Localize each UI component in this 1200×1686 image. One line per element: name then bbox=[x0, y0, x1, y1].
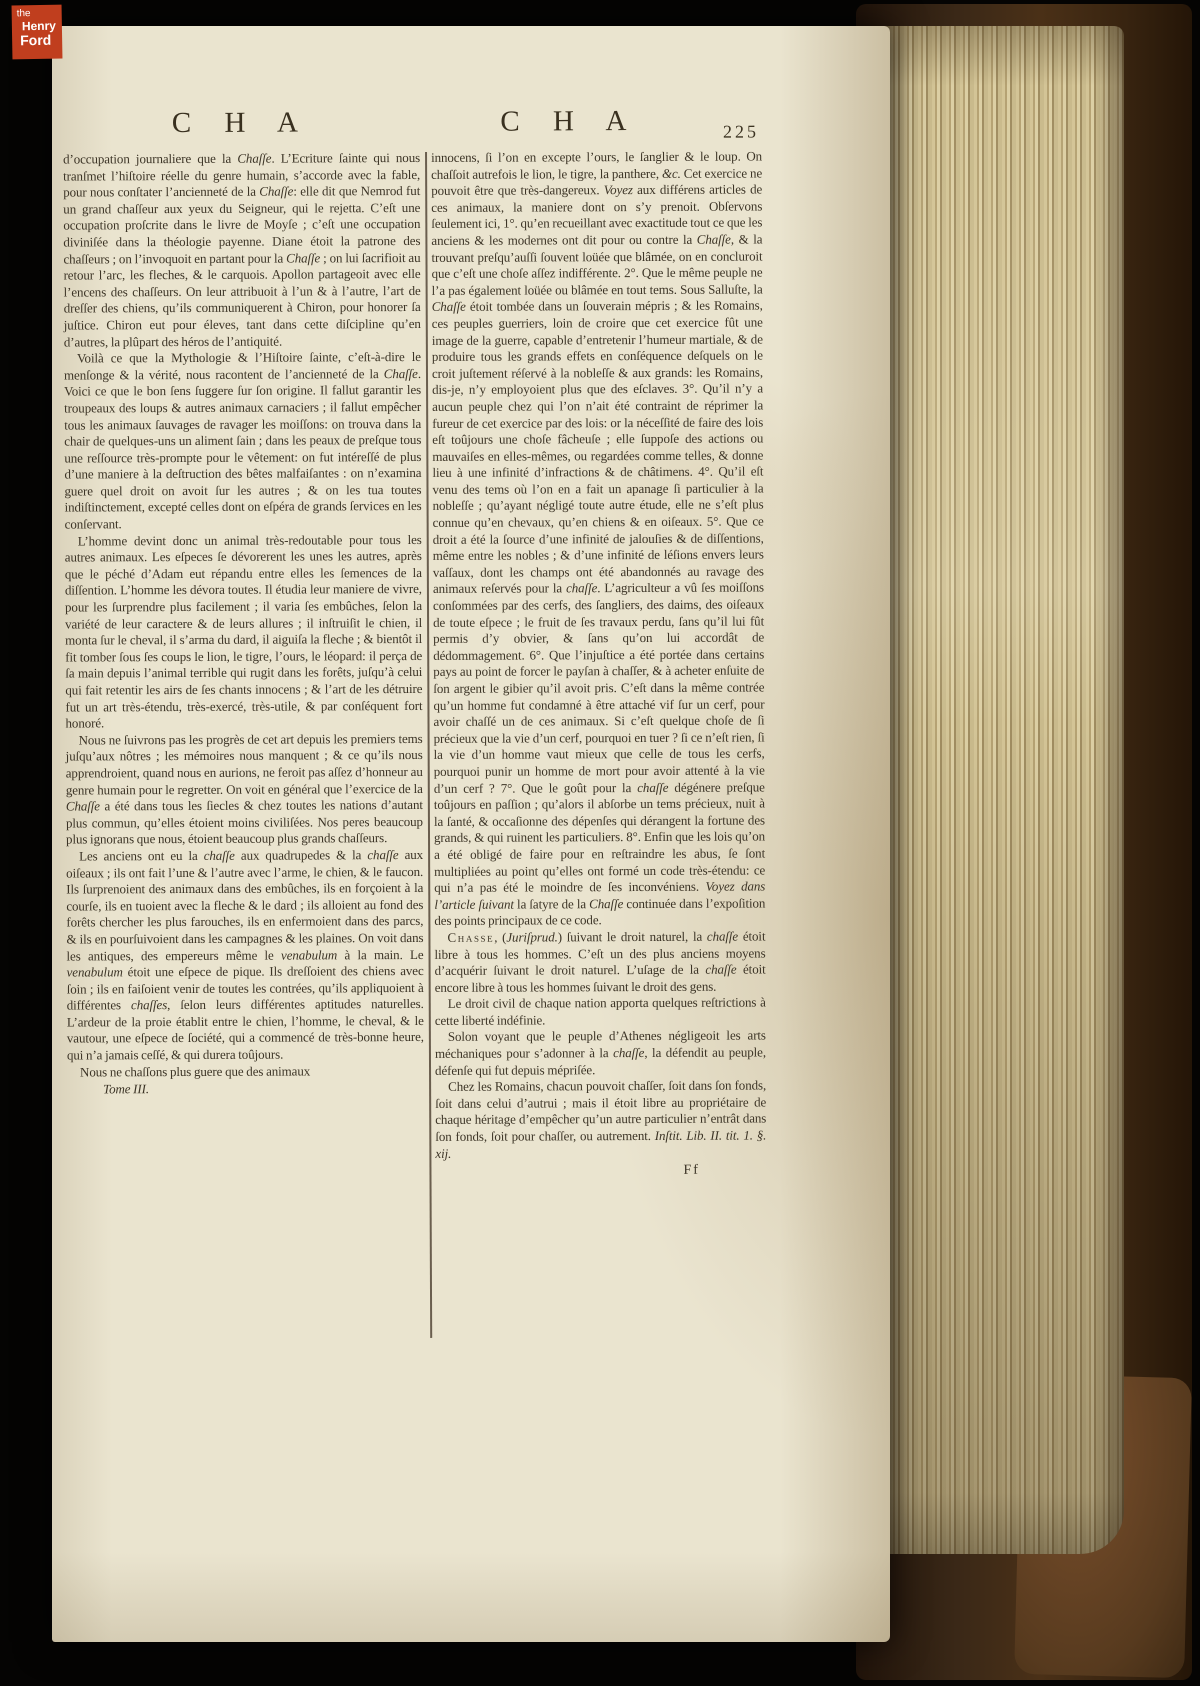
paragraph: Nous ne ſuivrons pas les progrès de cet art depuis les premiers tems juſqu’aux nôtres ; les mémoires nous manquent ; & ce qu’ils nous apprendroient, quand nous en aurions, ne feroit pas aſſez d’honneur au genre humain pour le regretter. On voit en général que l’exercice de la Chaſſe a été dans tous les ſiecles & chez toutes les nations d’autant plus commun, qu’elles étoient moins civiliſées. Nos peres beaucoup plus ignorans que nous, étoient beaucoup plus grands chaſſeurs. bbox=[65, 730, 423, 847]
page-number: 225 bbox=[722, 121, 759, 142]
right-column bbox=[431, 148, 766, 1180]
paragraph: d’occupation journaliere que la Chaſſe. L’Ecriture ſainte qui nous tranſmet l’hiſtoire réelle du genre humain, s’accorde avec la fable, pour nous conſtater l’ancienneté de la Chaſſe: elle dit que Nemrod fut un grand chaſſeur aux yeux du Seigneur, qui le rejetta. C’eſt une occupation proſcrite dans le livre de Moyſe ; c’eſt une occupation diviniſée dans la théologie payenne. Diane étoit la patrone des chaſſeurs ; on l’invoquoit en partant pour la Chaſſe ; on lui ſacrifioit au retour l’arc, les fleches, & le carquois. Apollon partageoit avec elle l’encens des chaſſeurs. On leur attribuoit à l’un & à l’autre, l’art de dreſſer des chiens, qu’ils communiquerent à Chiron, pour honorer ſa juſtice. Chiron eut pour éleves, tant dans cette diſcipline qu’en d’autres, la plûpart des héros de l’antiquité. bbox=[63, 149, 421, 350]
page-content bbox=[62, 24, 769, 1643]
paragraph: Solon voyant que le peuple d’Athenes négligeoit les arts méchaniques pour s’adonner à la chaſſe, la défendit au peuple, défenſe qui fut depuis mépriſée. bbox=[434, 1027, 767, 1078]
paragraph: innocens, ſi l’on en excepte l’ours, le ſanglier & le loup. On chaſſoit autrefois le lion, le tigre, la panthere, &c. Cet exercice ne pouvoit être que très-dangereux. Voyez aux différens articles de ces animaux, la maniere dont on s’y prenoit. Obſervons ſeulement ici, 1°. qu’en recueillant avec exactitude tout ce que les anciens & les modernes ont dit pour ou contre la Chaſſe, & la trouvant preſqu’auſſi ſouvent loüée que blâmée, on en concluroit que c’eſt une choſe aſſez indifférente. 2°. Que le même peuple ne l’a pas également loüée ou blâmée en tout tems. Sous Salluſte, la Chaſſe étoit tombée dans un ſouverain mépris ; & les Romains, ces peuples guerriers, loin de croire que cet exercice fût une image de la guerre, capable d’entretenir l’humeur martiale, & de produire tous les grands effets en conſéquence deſquels on le croit juſtement réſervé à la nobleſſe & aux grands: les Romains, dis-je, n’y employoient plus que des eſclaves. 3°. Qu’il n’y a aucun peuple chez qui l’on n’ait été contraint de réprimer la fureur de cet exercice par des lois: or la néceſſité de faire des lois eſt toûjours une choſe fâcheuſe ; elle ſuppoſe des actions ou mauvaiſes en elles-mêmes, ou regardées comme telles, & donne lieu à une infinité d’infractions & de châtimens. 4°. Qu’il eſt venu des tems où l’on en a fait un apanage ſi particulier à la nobleſſe ; qu’ayant négligé toute autre étude, elle ne s’eſt plus connue qu’en chevaux, qu’en chiens & en oiſeaux. 5°. Que ce droit a été la ſource d’une infinité de jalouſies & de diſſentions, même entre les nobles ; & d’une infinité de léſions envers leurs vaſſaux, dont les champs ont été abandonnés au ravage des animaux reſervés pour la chaſſe. L’agriculteur a vû ſes moiſſons conſommées par des cerfs, des ſangliers, des daims, des oiſeaux de toute eſpece ; le fruit de ſes travaux perdu, ſans qu’il lui fût permis d’y obvier, & ſans qu’on lui accordât de dédommagement. 6°. Que l’injuſtice a été portée dans certains pays au point de forcer le payſan à chaſſer, & à acheter enſuite de ſon argent le gibier qu’il avoit pris. C’eſt dans la même contrée qu’un homme fut condamné à être attaché vif ſur un cerf, pour avoir chaſſé un de ces animaux. Si c’eſt quelque choſe de ſi précieux que la vie d’un cerf, pourquoi en tuer ? ſi ce n’eſt rien, ſi la vie d’un homme vaut mieux que celle de tous les cerfs, pourquoi punir un homme de mort pour avoir attenté à la vie d’un cerf ? 7°. Que le goût pour la chaſſe dégénere preſque toûjours en paſſion ; qu’alors il abſorbe un tems précieux, nuit à la ſanté, & occaſionne des dépenſes qui dérangent la fortune des grands, & qui ruinent les particuliers. 8°. Enfin que les lois qu’on a été obligé de faire pour en reſtraindre les abus, ſe ſont multipliées au point qu’elles ont formé un code très-étendu: ce qui n’a pas été le moindre de ſes inconvéniens. Voyez dans l’article ſuivant la ſatyre de la Chaſſe continuée dans l’expoſition des points principaux de ce code. bbox=[431, 148, 766, 929]
signature-mark: Ff bbox=[683, 1162, 700, 1179]
logo-ford: Ford bbox=[20, 31, 52, 49]
header-left: C H A bbox=[171, 106, 312, 140]
paragraph: Voilà ce que la Mythologie & l’Hiſtoire ſainte, c’eſt-à-dire le menſonge & la vérité, nous racontent de l’ancienneté de la Chaſſe. Voici ce que le bon ſens ſuggere ſur ſon origine. Il fallut garantir les troupeaux des loups & autres animaux carnaciers ; il fallut empêcher tous les animaux ſauvages de ravager les moiſſons: on trouva dans la chair de quelques-uns un aliment ſain ; dans les peaux de preſque tous une reſſource très-prompte pour le vêtement: on fut intéreſſé de plus d’une maniere à la deſtruction des bêtes malfaiſantes : on n’examina guere quel droit on avoit ſur les autres ; & on les tua toutes indiſtinctement, excepté celles dont on eſpéra de grands ſervices en les conſervant. bbox=[63, 349, 422, 532]
left-column bbox=[63, 150, 424, 1098]
paragraph: Chez les Romains, chacun pouvoit chaſſer, ſoit dans ſon fonds, ſoit dans celui d’autrui ; mais il étoit libre au propriétaire de chaque héritage d’empêcher qu’un autre particulier n’entrât dans ſon fonds, ſoit pour chaſſer, ou autrement. Inſtit. Lib. II. tit. 1. §. xij. bbox=[435, 1077, 767, 1161]
paragraph: L’homme devint donc un animal très-redoutable pour tous les autres animaux. Les eſpeces ſe dévorerent les unes les autres, après que le péché d’Adam eut répandu entre elles les ſemences de la diſſention. L’homme les dévora toutes. Il étudia leur maniere de vivre, pour les ſurprendre plus facilement ; il varia ſes embûches, ſelon la variété de leur caractere & de leurs allures ; il inſtruiſit le chien, il monta ſur le cheval, il s’arma du dard, il aiguiſa la fleche ; & bientôt il fit tomber ſous ſes coups le lion, le tigre, l’ours, le léopard: il perça de ſa main depuis l’animal terrible qui rugit dans les forêts, juſqu’à celui qui fait retentir les airs de ſes chants innocens ; & l’art de les détruire fut un art très-étendu, très-exercé, très-utile, & par conſéquent fort honoré. bbox=[64, 531, 423, 731]
henry-ford-logo bbox=[12, 5, 63, 60]
text-columns bbox=[63, 148, 768, 1339]
logo-henry: Henry bbox=[21, 18, 57, 34]
paragraph: Les anciens ont eu la chaſſe aux quadrupedes & la chaſſe aux oiſeaux ; ils ont fait l’une & l’autre avec l’arme, le chien, & le faucon. Ils ſurprenoient des animaux dans des embûches, ils en forçoient à la courſe, ils en tuoient avec la fleche & le dard ; ils alloient au fond des forêts chercher les plus farouches, ils en enfermoient dans des parcs, & ils en pourſuivoient dans les campagnes & les plaines. On voit dans les antiques, des empereurs même le venabulum à la main. Le venabulum étoit une eſpece de pique. Ils dreſſoient des chiens avec ſoin ; ils en faiſoient venir de toutes les contrées, qu’ils appliquoient à différentes chaſſes, ſelon leurs différentes aptitudes naturelles. L’ardeur de la proie établit entre le chien, l’homme, le cheval, & le vautour, une eſpece de ſociété, qui a commencé de très-bonne heure, qui n’a jamais ceſſé, & qui durera toûjours. bbox=[66, 846, 424, 1063]
running-header bbox=[63, 104, 763, 149]
paragraph: Nous ne chaſſons plus guere que des animaux bbox=[80, 1063, 311, 1080]
tome-label: Tome III. bbox=[103, 1081, 150, 1097]
book-page bbox=[52, 26, 890, 1642]
logo-the: the bbox=[16, 8, 31, 20]
paragraph: Le droit civil de chaque nation apporta quelques reſtrictions à cette liberté indéfinie. bbox=[434, 994, 766, 1028]
header-right: C H A bbox=[500, 105, 640, 138]
paragraph: Chasse, (Juriſprud.) ſuivant le droit naturel, la chaſſe étoit libre à tous les hommes. C’eſt un des plus anciens moyens d’acquérir ſuivant le droit naturel. L’uſage de la chaſſe étoit encore libre à tous les hommes ſuivant le droit des gens. bbox=[434, 928, 766, 995]
fore-edge-pages bbox=[876, 26, 1124, 1554]
